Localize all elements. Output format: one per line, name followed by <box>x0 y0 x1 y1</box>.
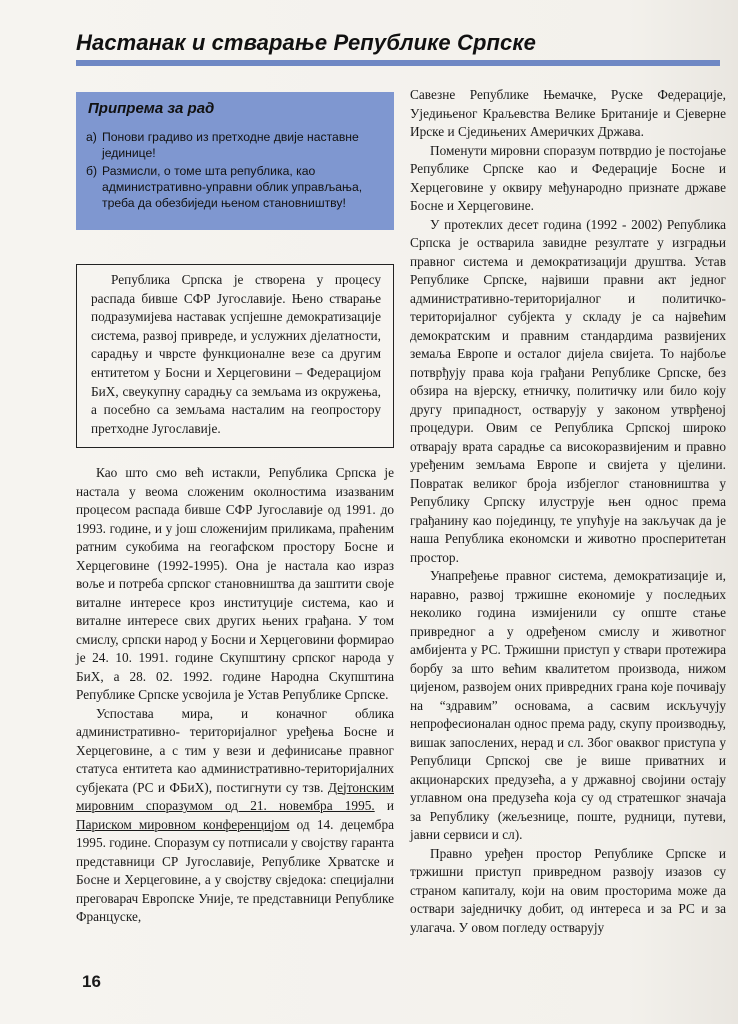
page-title: Настанак и стварање Републике Српске <box>76 30 536 55</box>
preparation-item-text: Понови градиво из претходне двије наставне јединице! <box>102 130 359 160</box>
preparation-list <box>86 129 384 211</box>
paragraph: Поменути мировни споразум потврдио је постојање Републике Српске као и Федерације Босне и Херцеговине у оквиру међународно признате државе Босне и Херцеговине. <box>410 142 726 213</box>
preparation-item <box>86 129 384 161</box>
paragraph: Савезне Републике Њемачке, Руске Федерације, Уједињеног Краљевства Велике Британије и Сјеверне Ирске и Сједињених Америчких Држава. <box>410 87 726 139</box>
paris-conference-underlined: Париском мировном конференцијом <box>76 816 290 832</box>
paragraph-text: и <box>374 798 394 813</box>
paragraph-text: Успостава мира, и коначног облика административно- територијалног уређења Босне и Херцеговине, а с тим у вези и дефинисање правног статуса ентитета као административно-територијалних субјеката (РС и ФБиХ), постигнути су тзв. <box>76 705 394 795</box>
preparation-heading: Припрема за рад <box>88 100 215 117</box>
preparation-item-label: б) <box>86 164 98 178</box>
paragraph-text: од 14. децембра 1995. године. Споразум су потписали у својству гаранта представници СР Југославије, Републике Хрватске и Босне и Херцеговине, а у својству свједока: специјални преговарач Европске Уније, те представници Републике Француске, <box>76 816 394 924</box>
title-underline-bar <box>76 60 720 66</box>
paragraph: У протеклих десет година (1992 - 2002) Република Српска је остварила завидне резултате у изградњи правног система и демократизацији друштва. Устав Републике Српске, највиши правни акт једног административно-територијалног и политичко-територијалног субјекта у складу је са највећим демократским и правним стандардима развијених земаља Европе и осталог дијела свијета. То најбоље потврђују права која грађани Републике Српске, без обзира на вјерску, етничку, политичку или било коју другу припадност, остварују у законом утврђеној процедури. Овим се Република Српској широко отварају врата сарадње са високоразвијеним и правно уређеним земљама Европе и свијета у цјелини. Повратак великог броја избјеглог становништва у Републику Српску илуструје њен однос према грађанину као појединцу, те упућује на закључак да је наша Република економски и животно просперитетан простор. <box>410 216 726 565</box>
paragraph: Као што смо већ истакли, Република Српска је настала у веома сложеним околностима изазваним процесом распада бивше СФР Југославије од 1991. до 1993. године, и у још сложенијим приликама, праћеним ратним сукобима на геогафском простору Босне и Херцеговине (1992-1995). Она је настала као израз воље и потреба српског становништва да заштити своје виталне интересе кроз институције система, као и виталне интересе свих других њених грађана. У том смислу, српски народ у Босни и Херцеговини формирао је 24. 10. 1991. године Скупштину српског народа у БиХ, а 28. 02. 1992. године Народна Скупштина Републике Српске усвојила је Устав Републике Српске. <box>76 465 394 702</box>
intro-box: Република Српска је створена у процесу распада бивше СФР Југославије. Њено стварање подразумијева наставак успјешне демократизације система, развој привреде, и услужних дјелатности, сарадњу и чврсте функционалне везе са другим ентитетом у Босни и Херцеговини – Федерацијом БиХ, свеукупну сарадњу са земљама из окружења, а посебно са земљама насталим на геопростору претходне Југославије. <box>76 264 394 448</box>
preparation-item <box>86 163 384 211</box>
left-column <box>76 464 394 927</box>
paragraph: Унапређење правног система, демократизације и, наравно, развој тржишне економије у последњих неколико година измијенили су опште стање привредног а у одређеном смислу и животног амбијента у РС. Тржишни приступ у ствари протежира борбу за што већим квалитетом производа, нижом цијеном, развојем оних привредних грана које почивају на “здравим” основама, а сасвим искључују непрофесионалан однос према раду, скупу производњу, вишак запослених, нерад и сл. Због оваквог приступа у Републици Српској све је више приватних и акционарских предузећа, а у државној својини остају углавном она предузећа која су од стратешког значаја за Републику (жељезнице, поште, рудници, путеви, јавни сервиси и сл). <box>410 568 726 842</box>
preparation-item-text: Размисли, о томе шта република, као административно-управни облик управљања, треба да обезбиједи њеном становништву! <box>102 164 363 210</box>
preparation-box <box>76 92 394 230</box>
right-column <box>410 86 726 937</box>
dayton-agreement-underlined: Дејтонским мировним споразумом од 21. новембра 1995. <box>76 779 394 813</box>
page-number: 16 <box>82 972 101 991</box>
paragraph <box>76 705 394 927</box>
preparation-item-label: а) <box>86 130 97 144</box>
paragraph: Правно уређен простор Републике Српске и тржишни приступ привредном развоју изазов су страном капиталу, који на овим просторима може да оствари заједничку добит, од интереса и за РС и за улагача. У овом погледу остварују <box>410 845 726 935</box>
